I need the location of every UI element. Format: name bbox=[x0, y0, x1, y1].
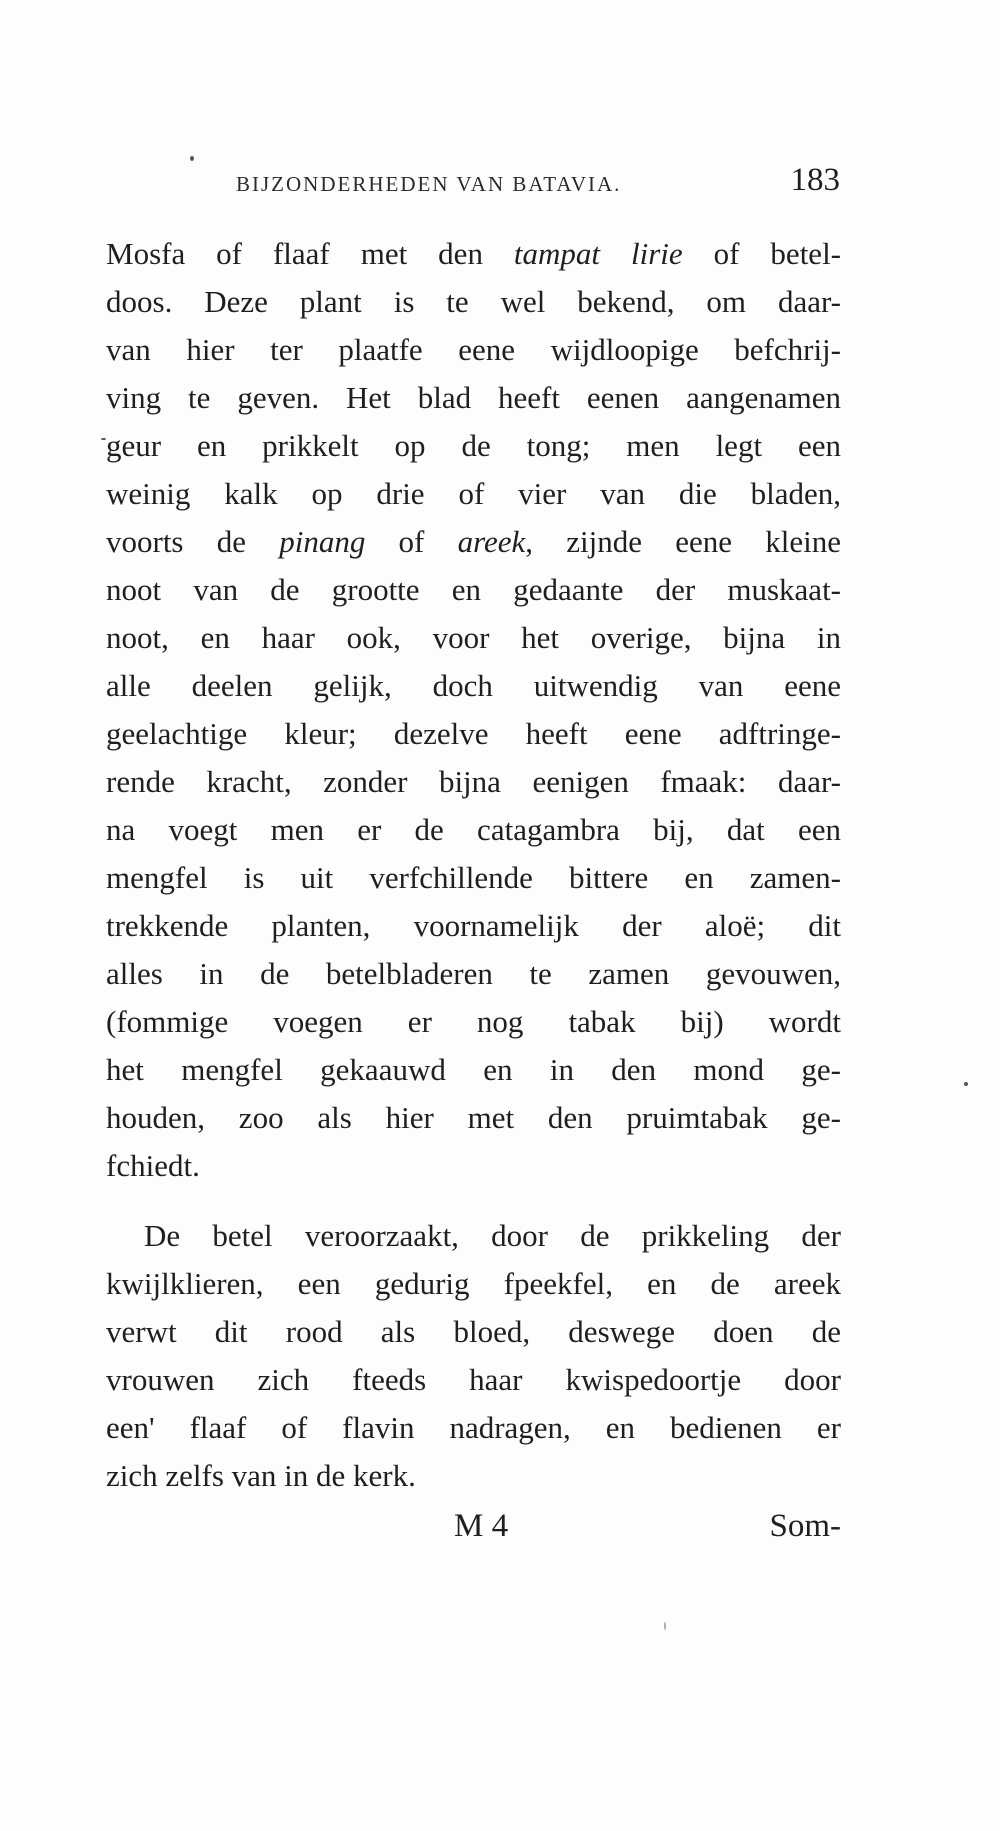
ink-speck bbox=[101, 438, 106, 440]
text-line: De betel veroorzaakt, door de prikkeling der bbox=[144, 1218, 841, 1253]
signature-mark: M 4 bbox=[454, 1508, 509, 1544]
paragraph-1 bbox=[106, 230, 841, 1190]
text-line: ving te geven. Het blad heeft eenen aangenamen bbox=[106, 380, 841, 415]
ink-speck bbox=[964, 1082, 968, 1086]
text-line: een' flaaf of flavin nadragen, en bedienen er bbox=[106, 1410, 841, 1445]
page-footer bbox=[106, 1508, 841, 1558]
text-line: fchiedt. bbox=[106, 1148, 200, 1183]
text-line: vrouwen zich fteeds haar kwispedoortje door bbox=[106, 1362, 841, 1397]
italic-term-areek: areek bbox=[457, 524, 526, 559]
text-line: geur en prikkelt op de tong; men legt een bbox=[106, 428, 841, 463]
running-head: BIJZONDERHEDEN VAN BATAVIA. bbox=[236, 172, 622, 196]
text-line: geelachtige kleur; dezelve heeft eene adftringe- bbox=[106, 716, 841, 751]
text-line: noot, en haar ook, voor het overige, bijna in bbox=[106, 620, 841, 655]
text-line: na voegt men er de catagambra bij, dat een bbox=[106, 812, 841, 847]
ink-speck bbox=[190, 156, 194, 161]
text-line: houden, zoo als hier met den pruimtabak ge- bbox=[106, 1100, 841, 1135]
text-line: kwijlklieren, een gedurig fpeekfel, en de areek bbox=[106, 1266, 841, 1301]
text-line: voorts de pinang of areek, zijnde eene kleine bbox=[106, 524, 841, 559]
text-line: noot van de grootte en gedaante der muskaat- bbox=[106, 572, 841, 607]
text-line: verwt dit rood als bloed, deswege doen de bbox=[106, 1314, 841, 1349]
italic-term-pinang: pinang bbox=[279, 524, 366, 559]
text-line: alle deelen gelijk, doch uitwendig van eene bbox=[106, 668, 841, 703]
text-line: zich zelfs van in de kerk. bbox=[106, 1458, 416, 1493]
page-number: 183 bbox=[790, 162, 840, 198]
page-header bbox=[236, 162, 840, 208]
italic-term-tampat-lirie: tampat lirie bbox=[513, 236, 683, 271]
text-line: Mosfa of flaaf met den tampat lirie of betel- bbox=[106, 236, 841, 271]
body-text bbox=[106, 230, 841, 1500]
ink-speck bbox=[664, 1622, 666, 1630]
text-line: mengfel is uit verfchillende bittere en zamen- bbox=[106, 860, 841, 895]
text-line: van hier ter plaatfe eene wijdloopige befchrij- bbox=[106, 332, 841, 367]
text-line: (fommige voegen er nog tabak bij) wordt bbox=[106, 1004, 841, 1039]
text-line: trekkende planten, voornamelijk der aloë; dit bbox=[106, 908, 841, 943]
text-line: weinig kalk op drie of vier van die bladen, bbox=[106, 476, 841, 511]
text-line: doos. Deze plant is te wel bekend, om daar- bbox=[106, 284, 841, 319]
text-line: rende kracht, zonder bijna eenigen fmaak: daar- bbox=[106, 764, 841, 799]
catchword: Som- bbox=[769, 1508, 841, 1544]
paragraph-2 bbox=[106, 1212, 841, 1500]
text-line: het mengfel gekaauwd en in den mond ge- bbox=[106, 1052, 841, 1087]
text-line: alles in de betelbladeren te zamen gevouwen, bbox=[106, 956, 841, 991]
